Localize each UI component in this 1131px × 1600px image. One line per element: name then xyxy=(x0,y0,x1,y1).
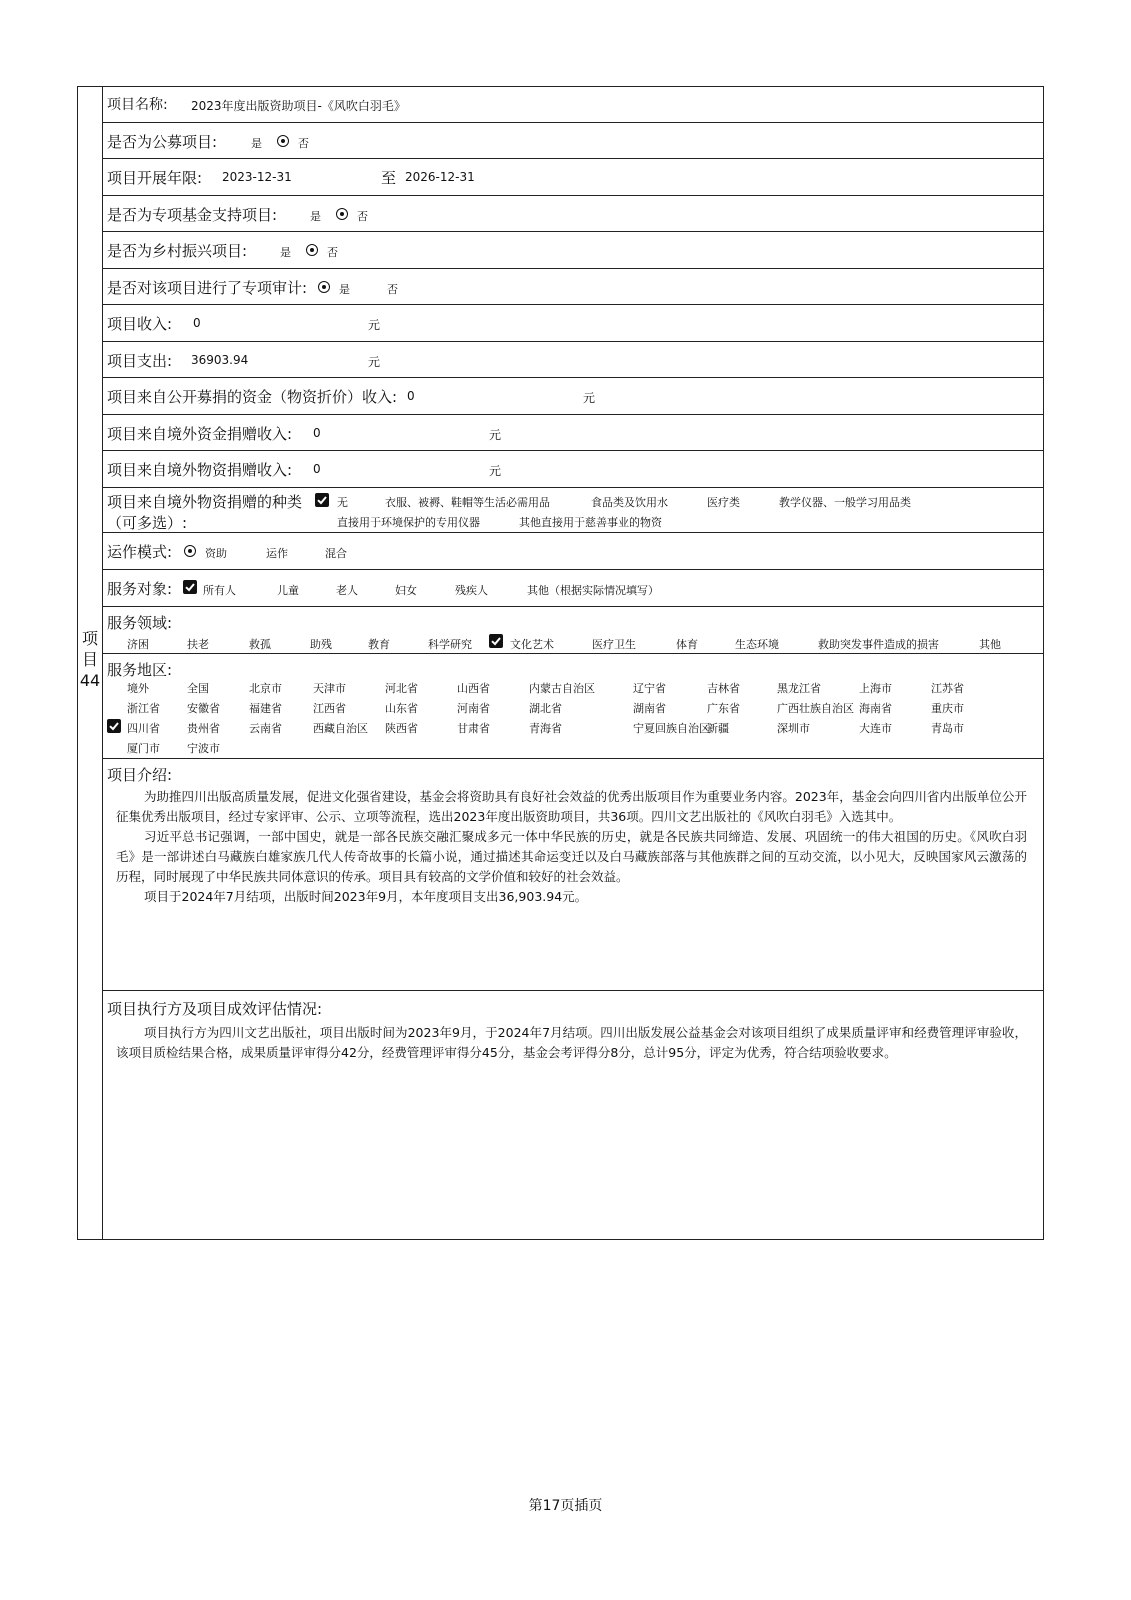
region-option: 云南省 xyxy=(249,722,282,735)
overseas-fund-income-label: 项目来自境外资金捐赠收入: xyxy=(107,425,293,443)
goods-type-none-checkbox[interactable] xyxy=(315,493,329,507)
service-field-option: 教育 xyxy=(368,638,390,651)
row-rural-revitalization xyxy=(103,232,1043,269)
project-form xyxy=(77,86,1044,1240)
row-service-field xyxy=(103,607,1043,654)
evaluation-body xyxy=(103,1023,1043,1063)
row-service-target xyxy=(103,570,1043,607)
service-target-all-checkbox[interactable] xyxy=(183,580,197,594)
region-option: 深圳市 xyxy=(777,722,810,735)
row-overseas-fund-income xyxy=(103,415,1043,451)
special-audit-label: 是否对该项目进行了专项审计: xyxy=(107,279,308,297)
special-fund-label: 是否为专项基金支持项目: xyxy=(107,206,278,224)
region-option: 青海省 xyxy=(529,722,562,735)
row-overseas-goods-income xyxy=(103,451,1043,488)
region-option: 山东省 xyxy=(385,702,418,715)
region-option: 河北省 xyxy=(385,682,418,695)
income-label: 项目收入: xyxy=(107,315,173,333)
region-option: 内蒙古自治区 xyxy=(529,682,595,695)
public-donation-income-label: 项目来自公开募捐的资金（物资折价）收入: xyxy=(107,388,398,406)
public-fundraising-label: 是否为公募项目: xyxy=(107,133,218,151)
income-unit: 元 xyxy=(368,318,381,332)
service-field-option: 文化艺术 xyxy=(510,638,554,651)
project-period-start: 2023-12-31 xyxy=(222,170,292,184)
region-option: 大连市 xyxy=(859,722,892,735)
region-option: 境外 xyxy=(127,682,149,695)
service-target-option: 老人 xyxy=(336,584,358,597)
expense-unit: 元 xyxy=(368,355,381,369)
region-option: 湖北省 xyxy=(529,702,562,715)
public-donation-income-value: 0 xyxy=(407,389,415,403)
service-field-option: 扶老 xyxy=(187,638,209,651)
region-option: 河南省 xyxy=(457,702,490,715)
special-fund-no-radio[interactable] xyxy=(336,208,348,220)
overseas-goods-types-label-2: （可多选）: xyxy=(107,514,188,532)
region-option: 青岛市 xyxy=(931,722,964,735)
overseas-fund-income-value: 0 xyxy=(313,426,321,440)
goods-type-option: 教学仪器、一般学习用品类 xyxy=(779,496,911,509)
evaluation-label: 项目执行方及项目成效评估情况: xyxy=(107,1000,323,1018)
rural-revitalization-label: 是否为乡村振兴项目: xyxy=(107,242,248,260)
region-option: 上海市 xyxy=(859,682,892,695)
service-region-label: 服务地区: xyxy=(107,661,173,679)
service-field-label: 服务领域: xyxy=(107,614,173,632)
service-field-culture-checkbox[interactable] xyxy=(489,634,503,648)
goods-type-option: 其他直接用于慈善事业的物资 xyxy=(519,516,662,529)
public-fundraising-no-radio[interactable] xyxy=(277,135,289,147)
row-introduction xyxy=(103,759,1043,991)
region-option: 江西省 xyxy=(313,702,346,715)
project-name-label: 项目名称: xyxy=(107,97,168,113)
operation-mode-grant-radio[interactable] xyxy=(184,545,196,557)
overseas-goods-types-label-1: 项目来自境外物资捐赠的种类 xyxy=(107,493,303,511)
income-value: 0 xyxy=(193,316,201,330)
region-option: 福建省 xyxy=(249,702,282,715)
introduction-paragraph: 为助推四川出版高质量发展，促进文化强省建设，基金会将资助具有良好社会效益的优秀出版项目作为重要业务内容。2023年，基金会向四川省内出版单位公开征集优秀出版项目，经过专家评审、公示、立项等流程，选出2023年度出版资助项目，共36项。四川文艺出版社的《风吹白羽毛》入选其中。 xyxy=(116,789,1027,824)
region-option: 安徽省 xyxy=(187,702,220,715)
region-option: 新疆 xyxy=(707,722,729,735)
service-field-option: 其他 xyxy=(979,638,1001,651)
row-overseas-goods-types xyxy=(103,488,1043,533)
overseas-fund-income-unit: 元 xyxy=(489,428,502,442)
row-public-donation-income xyxy=(103,378,1043,415)
region-option: 重庆市 xyxy=(931,702,964,715)
goods-type-option: 无 xyxy=(337,496,348,509)
goods-type-option: 衣服、被褥、鞋帽等生活必需用品 xyxy=(385,496,550,509)
region-checkbox[interactable] xyxy=(107,719,121,733)
row-public-fundraising xyxy=(103,123,1043,159)
introduction-body xyxy=(103,787,1043,907)
overseas-goods-income-unit: 元 xyxy=(489,464,502,478)
rural-revitalization-no: 否 xyxy=(327,246,338,259)
region-option: 江苏省 xyxy=(931,682,964,695)
region-option: 广西壮族自治区 xyxy=(777,702,854,715)
rural-revitalization-no-radio[interactable] xyxy=(306,244,318,256)
public-fundraising-no: 否 xyxy=(298,137,309,150)
public-fundraising-yes: 是 xyxy=(251,137,262,150)
region-option: 广东省 xyxy=(707,702,740,715)
project-period-to: 至 xyxy=(381,169,397,187)
region-option: 西藏自治区 xyxy=(313,722,368,735)
region-option: 宁夏回族自治区 xyxy=(633,722,710,735)
operation-mode-option: 资助 xyxy=(205,547,227,560)
introduction-label: 项目介绍: xyxy=(107,766,173,784)
goods-type-option: 直接用于环境保护的专用仪器 xyxy=(337,516,480,529)
special-fund-no: 否 xyxy=(357,210,368,223)
region-option: 甘肃省 xyxy=(457,722,490,735)
goods-type-option: 医疗类 xyxy=(707,496,740,509)
region-option: 辽宁省 xyxy=(633,682,666,695)
row-income xyxy=(103,305,1043,342)
region-option: 厦门市 xyxy=(127,742,160,755)
rural-revitalization-yes: 是 xyxy=(280,246,291,259)
special-audit-yes-radio[interactable] xyxy=(318,281,330,293)
service-target-label: 服务对象: xyxy=(107,580,173,598)
service-target-option: 所有人 xyxy=(203,584,236,597)
region-option: 全国 xyxy=(187,682,209,695)
region-option: 吉林省 xyxy=(707,682,740,695)
service-field-option: 医疗卫生 xyxy=(592,638,636,651)
service-field-option: 救孤 xyxy=(249,638,271,651)
project-side-column xyxy=(78,87,103,1239)
region-option: 黑龙江省 xyxy=(777,682,821,695)
operation-mode-option: 运作 xyxy=(266,547,288,560)
row-special-audit xyxy=(103,269,1043,305)
expense-label: 项目支出: xyxy=(107,352,173,370)
project-period-label: 项目开展年限: xyxy=(107,169,203,187)
row-project-period xyxy=(103,159,1043,196)
operation-mode-option: 混合 xyxy=(325,547,347,560)
evaluation-paragraph: 项目执行方为四川文艺出版社，项目出版时间为2023年9月，于2024年7月结项。四川出版发展公益基金会对该项目组织了成果质量评审和经费管理评审验收，该项目质检结果合格，成果质量评审得分42分，经费管理评审得分45分，基金会考评得分8分，总计95分，评定为优秀，符合结项验收要求。 xyxy=(116,1025,1027,1060)
service-field-option: 助残 xyxy=(310,638,332,651)
region-option: 四川省 xyxy=(127,722,160,735)
introduction-paragraph: 习近平总书记强调，一部中国史，就是一部各民族交融汇聚成多元一体中华民族的历史，就是各民族共同缔造、发展、巩固统一的伟大祖国的历史。《风吹白羽毛》是一部讲述白马藏族白雄家族几代人传奇故事的长篇小说，通过描述其命运变迁以及白马藏族部落与其他族群之间的互动交流，以小见大，反映国家风云激荡的历程，同时展现了中华民族共同体意识的传承。项目具有较高的文学价值和较好的社会效益。 xyxy=(116,829,1027,884)
service-field-option: 济困 xyxy=(127,638,149,651)
introduction-paragraph: 项目于2024年7月结项，出版时间2023年9月，本年度项目支出36,903.94元。 xyxy=(144,889,588,904)
expense-value: 36903.94 xyxy=(191,353,249,367)
service-field-option: 科学研究 xyxy=(428,638,472,651)
service-target-option: 残疾人 xyxy=(455,584,488,597)
public-donation-income-unit: 元 xyxy=(583,391,596,405)
page-footer: 第17页插页 xyxy=(528,1498,603,1514)
row-evaluation xyxy=(103,991,1043,1239)
service-target-option: 妇女 xyxy=(395,584,417,597)
row-expense xyxy=(103,342,1043,378)
row-operation-mode xyxy=(103,533,1043,570)
region-option: 陕西省 xyxy=(385,722,418,735)
special-fund-yes: 是 xyxy=(310,210,321,223)
special-audit-no: 否 xyxy=(387,283,398,296)
row-special-fund xyxy=(103,196,1043,232)
special-audit-yes: 是 xyxy=(339,283,350,296)
service-target-option: 儿童 xyxy=(277,584,299,597)
region-option: 天津市 xyxy=(313,682,346,695)
service-field-option: 救助突发事件造成的损害 xyxy=(818,638,939,651)
project-name-value: 2023年度出版资助项目-《风吹白羽毛》 xyxy=(191,99,406,113)
overseas-goods-income-label: 项目来自境外物资捐赠收入: xyxy=(107,461,293,479)
region-option: 湖南省 xyxy=(633,702,666,715)
row-service-region xyxy=(103,654,1043,759)
row-project-name xyxy=(103,87,1043,123)
project-period-end: 2026-12-31 xyxy=(405,170,475,184)
region-option: 海南省 xyxy=(859,702,892,715)
service-target-option: 其他（根据实际情况填写） xyxy=(527,584,659,597)
project-number-label: 项 目 44 xyxy=(79,629,101,690)
region-option: 宁波市 xyxy=(187,742,220,755)
region-option: 北京市 xyxy=(249,682,282,695)
operation-mode-label: 运作模式: xyxy=(107,543,173,561)
region-option: 贵州省 xyxy=(187,722,220,735)
goods-type-option: 食品类及饮用水 xyxy=(591,496,668,509)
region-option: 山西省 xyxy=(457,682,490,695)
service-field-option: 生态环境 xyxy=(735,638,779,651)
overseas-goods-income-value: 0 xyxy=(313,462,321,476)
region-option: 浙江省 xyxy=(127,702,160,715)
service-field-option: 体育 xyxy=(676,638,698,651)
